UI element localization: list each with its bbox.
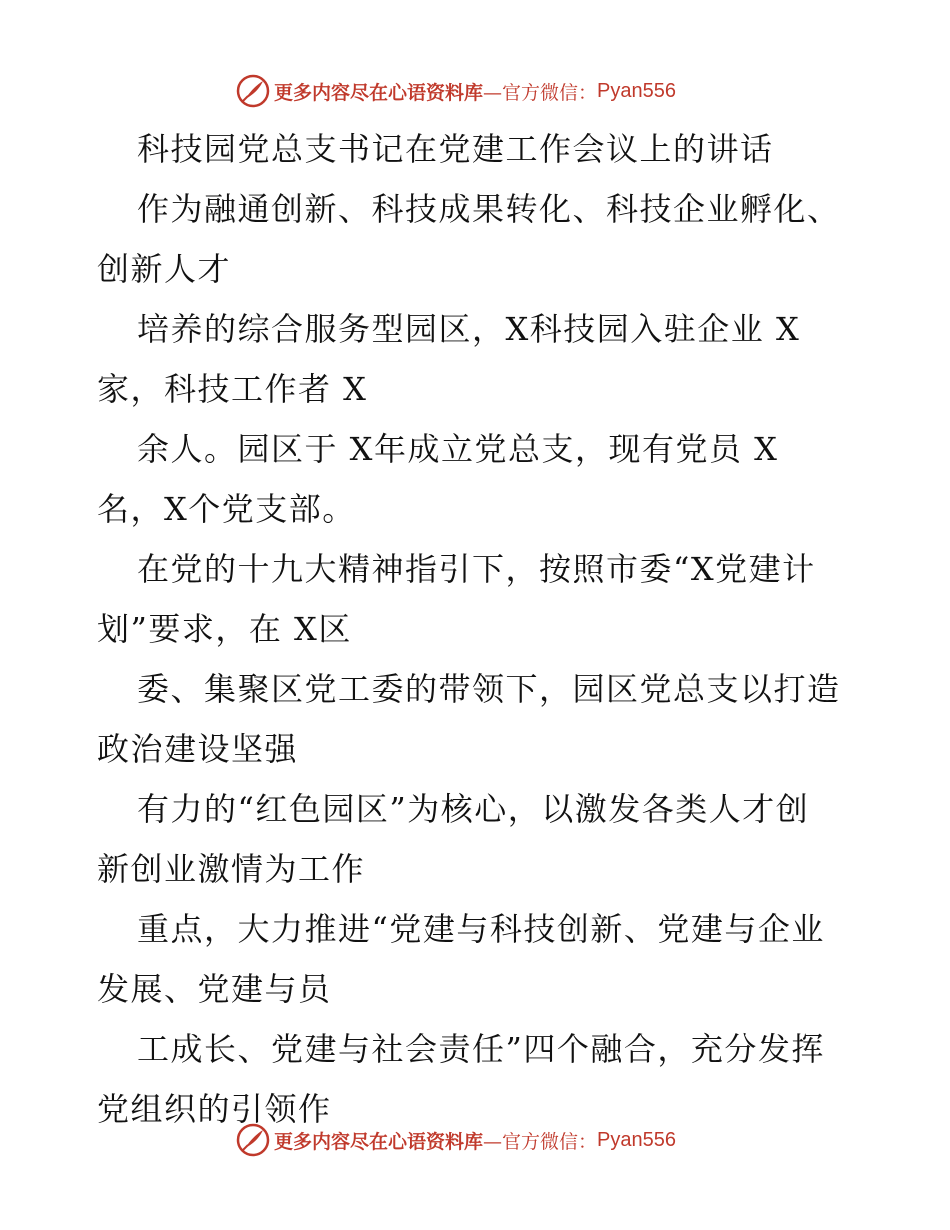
paragraph-line: 政治建设坚强 xyxy=(97,730,299,768)
watermark-label: —官方微信： xyxy=(483,1130,598,1153)
paragraph-line: 名，X个党支部。 xyxy=(97,490,356,528)
watermark-label: —官方微信： xyxy=(483,81,598,104)
paragraph-line: 作为融通创新、科技成果转化、科技企业孵化、 xyxy=(137,190,841,228)
footer-watermark xyxy=(236,1123,676,1157)
paragraph-line: 重点，大力推进“党建与科技创新、党建与企业 xyxy=(137,910,825,948)
paragraph-line: 在党的十九大精神指引下，按照市委“X党建计 xyxy=(137,550,816,588)
paragraph-line: 家，科技工作者 X xyxy=(97,370,368,408)
paragraph-line: 党组织的引领作 xyxy=(97,1090,332,1128)
watermark-id: Pyan556 xyxy=(597,79,676,102)
paragraph-line: 工成长、党建与社会责任”四个融合，充分发挥 xyxy=(137,1030,825,1068)
watermark-id: Pyan556 xyxy=(597,1128,676,1151)
header-watermark xyxy=(236,74,676,108)
document-body xyxy=(97,119,867,1139)
watermark-brand: 更多内容尽在心语资料库 xyxy=(274,81,484,104)
quill-logo-icon xyxy=(236,74,270,108)
paragraph-line: 委、集聚区党工委的带领下，园区党总支以打造 xyxy=(137,670,841,708)
paragraph-line: 有力的“红色园区”为核心，以激发各类人才创 xyxy=(137,790,810,828)
paragraph-line: 创新人才 xyxy=(97,250,232,288)
watermark-brand: 更多内容尽在心语资料库 xyxy=(274,1130,484,1153)
quill-logo-icon xyxy=(236,1123,270,1157)
paragraph-line: 发展、党建与员 xyxy=(97,970,332,1008)
paragraph-line: 新创业激情为工作 xyxy=(97,850,366,888)
paragraph-line: 划”要求，在 X区 xyxy=(97,610,352,648)
paragraph-line: 培养的综合服务型园区，X科技园入驻企业 X xyxy=(137,310,801,348)
paragraph-line: 科技园党总支书记在党建工作会议上的讲话 xyxy=(137,130,774,168)
paragraph-line: 余人。园区于 X年成立党总支，现有党员 X xyxy=(137,430,779,468)
